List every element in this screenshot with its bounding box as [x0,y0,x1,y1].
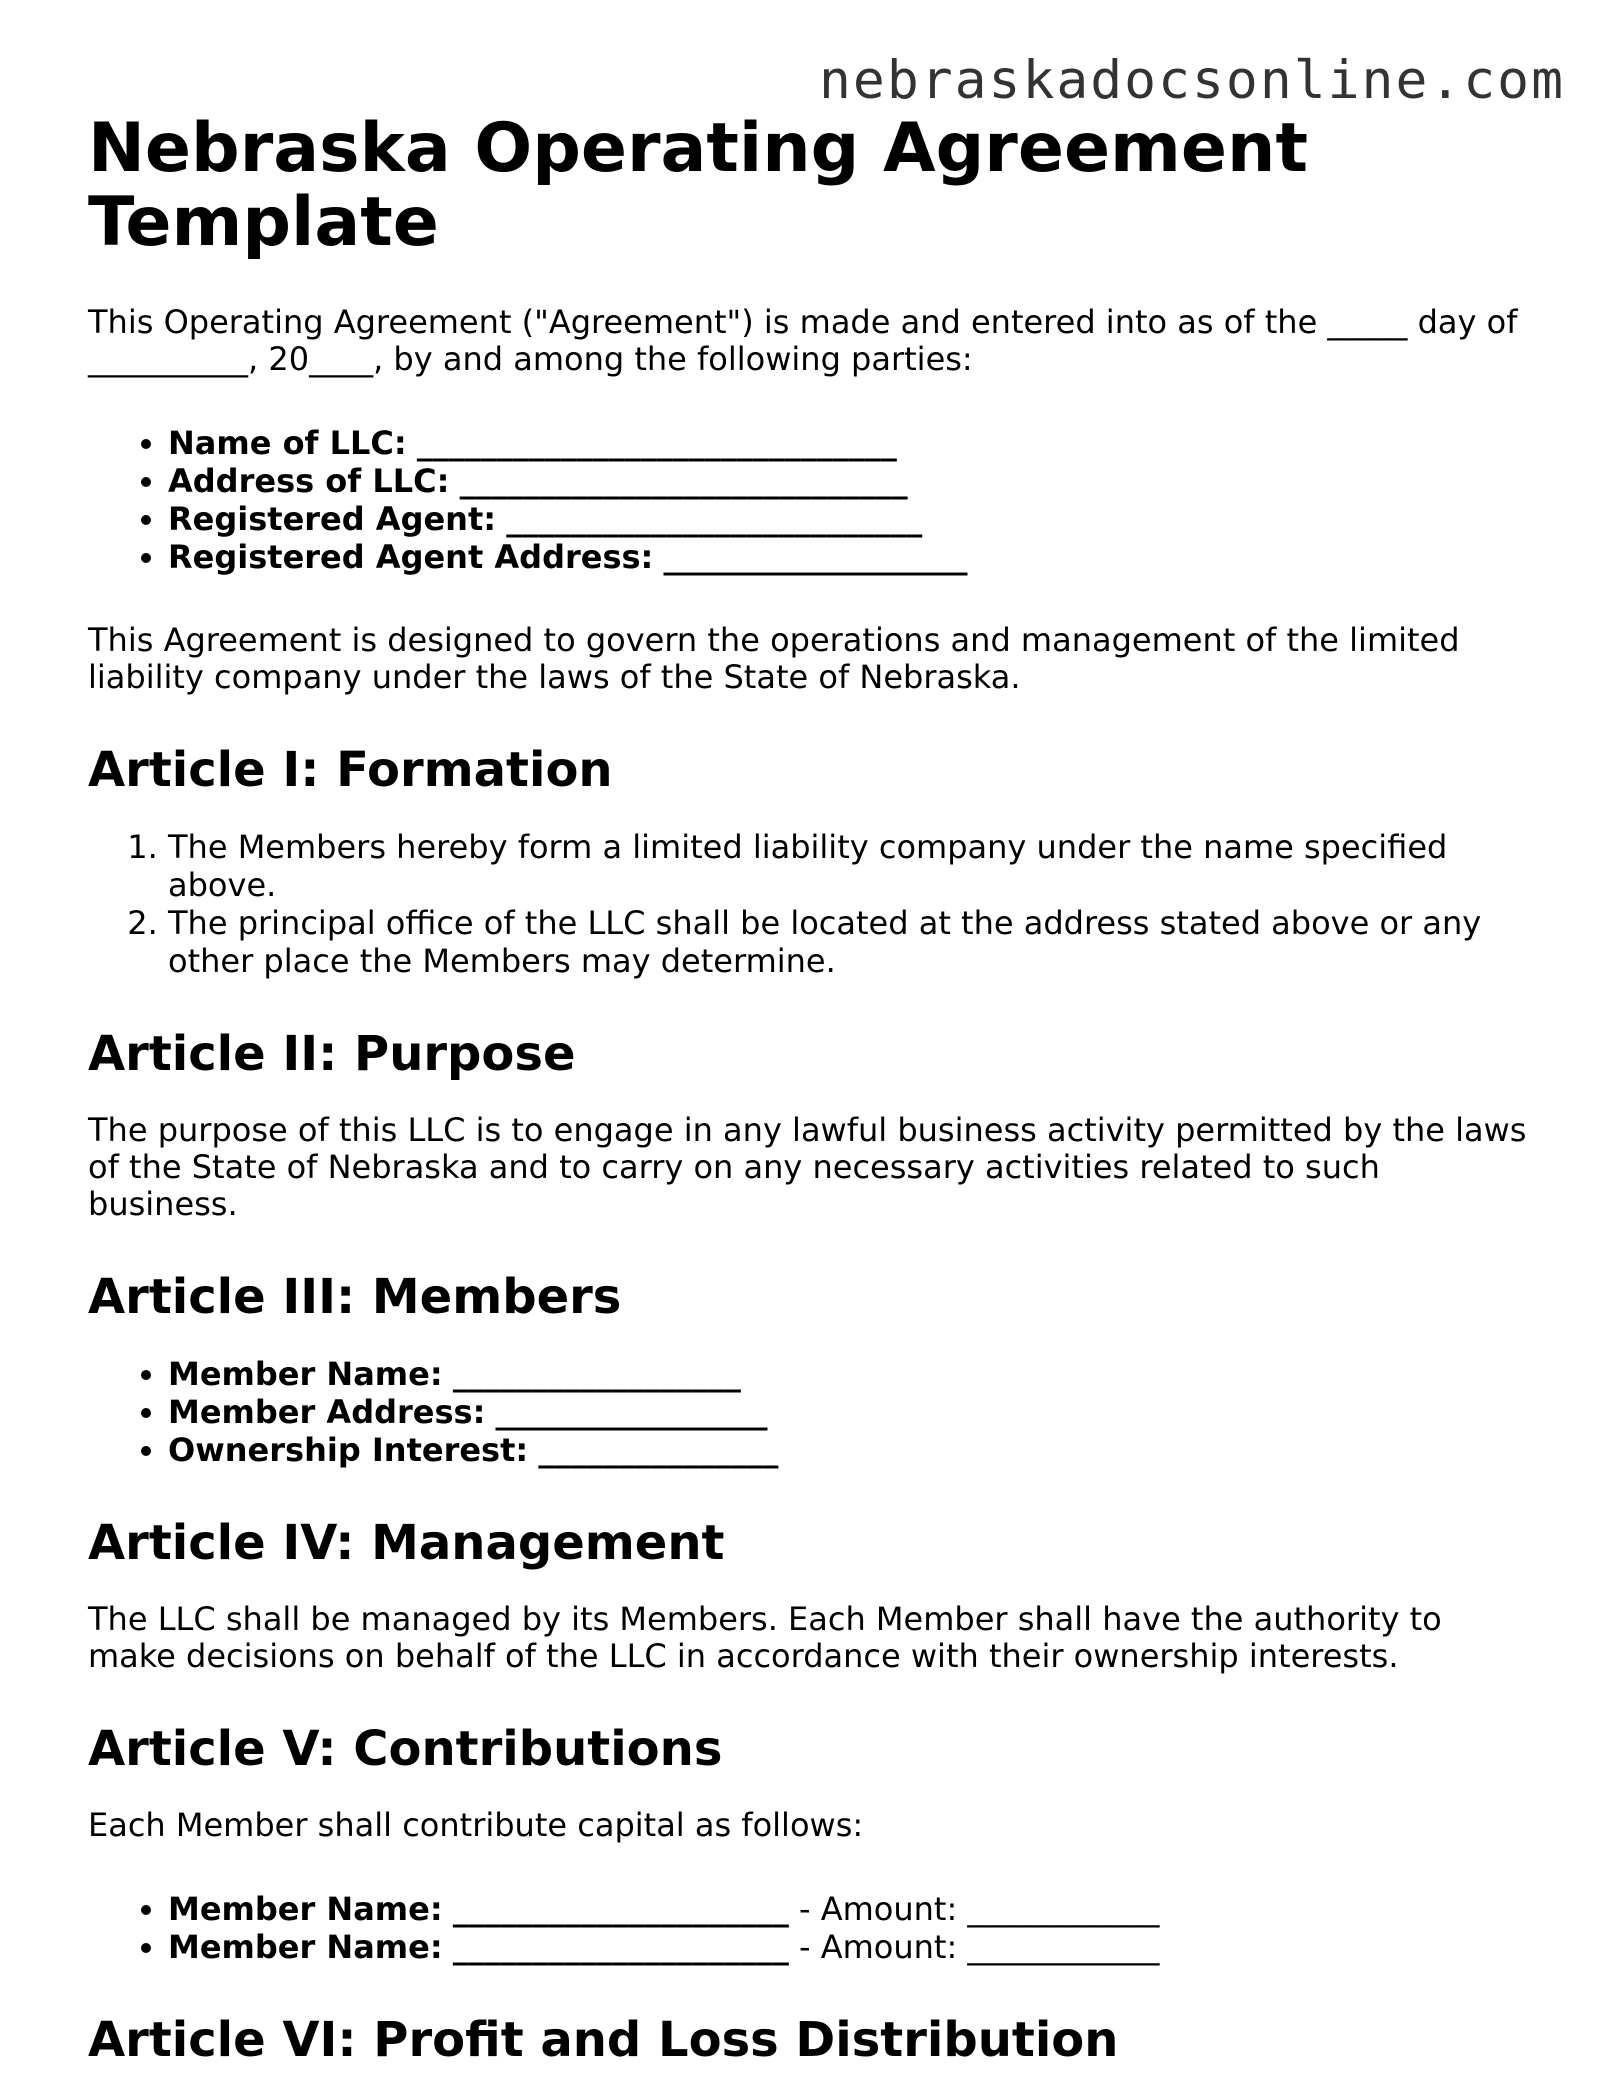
fill-in-blank[interactable]: __________________ [452,1355,741,1393]
intro-line-2: __________, 20____, by and among the following parties: [88,340,973,378]
list-item [168,1431,1528,1469]
amount-label: - Amount: [798,1890,958,1928]
list-item: 2. The principal office of the LLC shall be located at the address stated above or any other place the Members may determine. [168,904,1528,980]
list-item [168,424,1528,462]
article-2-text: The purpose of this LLC is to engage in any lawful business activity permitted by the laws of the State of Nebraska and to carry on any necessary activities related to such business. [88,1111,1527,1223]
watermark: nebraskadocsonline.com [819,50,1565,111]
intro-line-1: This Operating Agreement ("Agreement") is made and entered into as of the _____ day of [88,303,1518,341]
fill-in-blank[interactable]: ____________________________ [459,462,908,500]
fill-in-blank[interactable]: _______________ [538,1431,779,1469]
fill-in-blank[interactable]: __________________________ [506,500,923,538]
field-label: Registered Agent Address: [168,538,654,576]
article-5-list [88,1890,1528,1966]
parties-list [88,424,1528,576]
article-3-list [88,1355,1528,1469]
amount-blank[interactable]: ____________ [967,1890,1160,1928]
fill-in-blank[interactable]: ______________________________ [416,424,897,462]
field-label: Address of LLC: [168,462,450,500]
article-5-heading: Article V: Contributions [88,1721,723,1777]
fill-in-blank[interactable]: ___________________ [663,538,968,576]
field-label: Member Name: [168,1928,443,1966]
list-item [168,1393,1528,1431]
article-2-heading: Article II: Purpose [88,1026,576,1082]
list-item: 1. The Members hereby form a limited liability company under the name specified above. [168,828,1528,904]
field-label: Name of LLC: [168,424,407,462]
document-title: Nebraska Operating Agreement Template [88,109,1308,262]
fill-in-blank[interactable]: _____________________ [452,1928,789,1966]
intro-paragraph [88,304,1528,378]
list-item [168,462,1528,500]
amount-blank[interactable]: ____________ [967,1928,1160,1966]
field-label: Member Name: [168,1355,443,1393]
article-4-text: The LLC shall be managed by its Members. Each Member shall have the authority to make decisions on behalf of the LLC in accordance with their ownership interests. [88,1600,1442,1675]
article-5-text: Each Member shall contribute capital as follows: [88,1806,864,1844]
list-item [168,538,1528,576]
fill-in-blank[interactable]: _____________________ [452,1890,789,1928]
field-label: Registered Agent: [168,500,497,538]
amount-label: - Amount: [798,1928,958,1966]
document-page [88,109,1528,2098]
list-item [168,1355,1528,1393]
fill-in-blank[interactable]: _________________ [495,1393,768,1431]
field-label: Member Name: [168,1890,443,1928]
article-3-heading: Article III: Members [88,1269,622,1325]
field-label: Ownership Interest: [168,1431,529,1469]
article-6-heading: Article VI: Profit and Loss Distribution [88,2012,1119,2068]
article-4-heading: Article IV: Management [88,1515,725,1571]
article-1-heading: Article I: Formation [88,742,613,798]
governance-paragraph: This Agreement is designed to govern the operations and management of the limited liability company under the laws of the State of Nebraska. [88,621,1460,696]
list-item [168,1890,1528,1928]
field-label: Member Address: [168,1393,486,1431]
list-item [168,1928,1528,1966]
article-1-list [88,828,1528,980]
list-item [168,500,1528,538]
